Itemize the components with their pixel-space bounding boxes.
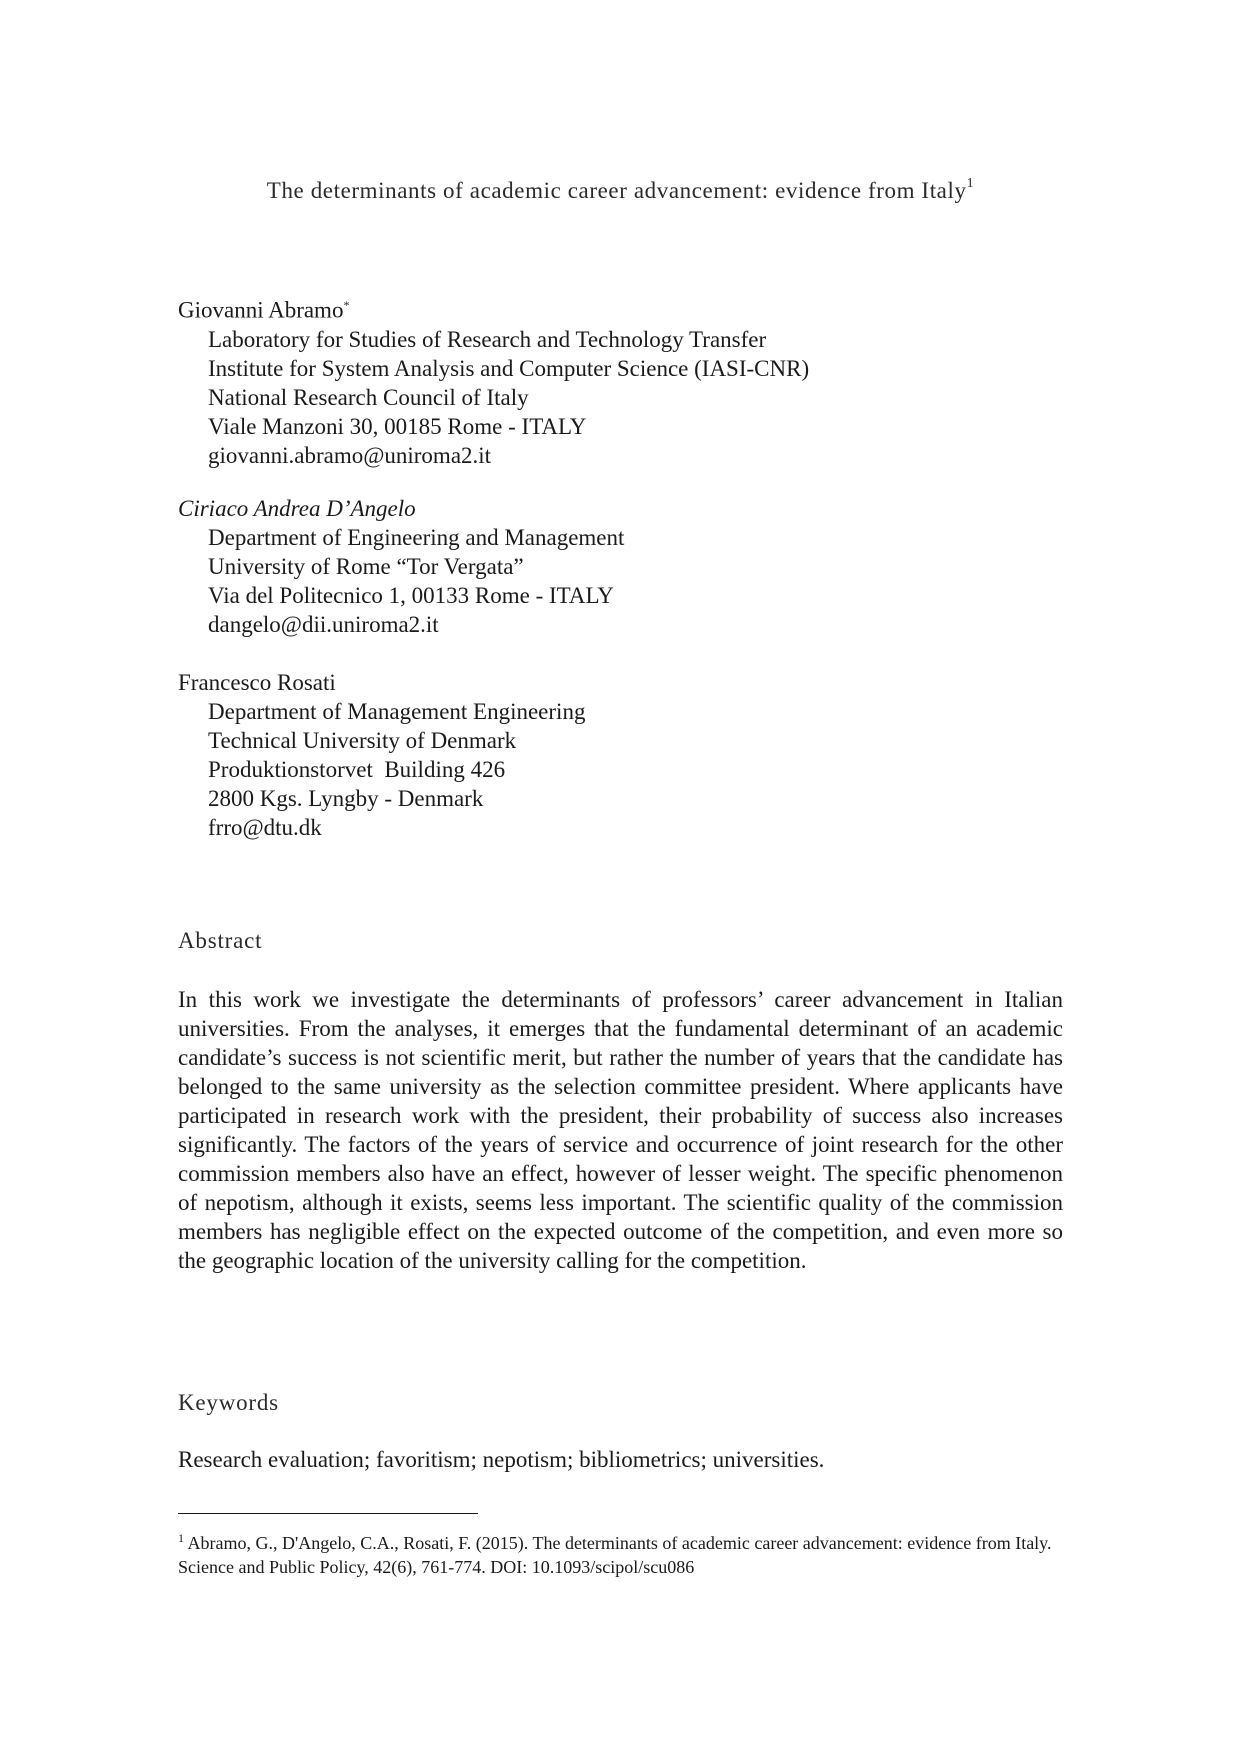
author-name: Ciriaco Andrea D’Angelo <box>178 496 416 521</box>
footnote-marker: 1 <box>178 1531 184 1545</box>
affiliation-line: National Research Council of Italy <box>208 384 529 410</box>
author-email: dangelo@dii.uniroma2.it <box>208 612 439 637</box>
paper-title-text: The determinants of academic career advancement: evidence from Italy <box>266 178 967 203</box>
author-email: frro@dtu.dk <box>208 815 322 840</box>
affiliation-line: Produktionstorvet Building 426 <box>208 757 506 782</box>
affiliation-line: Laboratory for Studies of Research and Technology Transfer <box>208 326 767 352</box>
author-block-abramo <box>178 291 809 470</box>
affiliation-line: University of Rome “Tor Vergata” <box>208 554 524 579</box>
abstract-heading: Abstract <box>178 928 263 953</box>
footnote <box>178 1526 1078 1579</box>
footnote-text: Abramo, G., D'Angelo, C.A., Rosati, F. (2015). The determinants of academic career advancement: evidence from Italy. Science and Public Policy, 42(6), 761-774. DOI: 10.1093/scipol/scu086 <box>178 1533 1052 1577</box>
author-name: Giovanni Abramo* <box>178 297 350 323</box>
affiliation-line: Department of Management Engineering <box>208 699 586 724</box>
keywords-text: Research evaluation; favoritism; nepotism; bibliometrics; universities. <box>178 1447 825 1472</box>
footnote-divider <box>178 1513 478 1514</box>
affiliation-line: Technical University of Denmark <box>208 728 517 753</box>
affiliation-line: Via del Politecnico 1, 00133 Rome - ITALY <box>208 583 614 608</box>
paper-title <box>0 178 1241 204</box>
affiliation-line: 2800 Kgs. Lyngby - Denmark <box>208 786 484 811</box>
corresponding-author-marker: * <box>343 298 350 312</box>
author-name: Francesco Rosati <box>178 670 336 695</box>
keywords-heading: Keywords <box>178 1390 279 1415</box>
author-block-rosati <box>178 668 585 842</box>
title-footnote-marker: 1 <box>966 176 975 192</box>
abstract-text: In this work we investigate the determinants of professors’ career advancement in Italian universities. From the analyses, it emerges that the fundamental determinant of an academic candidate’s success is not scientific merit, but rather the number of years that the candidate has belonged to the same university as the selection committee president. Where applicants have participated in research work with the president, their probability of success also increases significantly. The factors of the years of service and occurrence of joint research for the other commission members also have an effect, however of lesser weight. The specific phenomenon of nepotism, although it exists, seems less important. The scientific quality of the commission members has negligible effect on the expected outcome of the competition, and even more so the geographic location of the university calling for the competition. <box>178 987 1063 1273</box>
affiliation-line: Viale Manzoni 30, 00185 Rome - ITALY <box>208 413 587 439</box>
affiliation-line: Department of Engineering and Management <box>208 525 625 550</box>
author-email: giovanni.abramo@uniroma2.it <box>208 442 492 468</box>
author-block-dangelo <box>178 494 624 639</box>
affiliation-line: Institute for System Analysis and Computer Science (IASI-CNR) <box>208 355 810 381</box>
